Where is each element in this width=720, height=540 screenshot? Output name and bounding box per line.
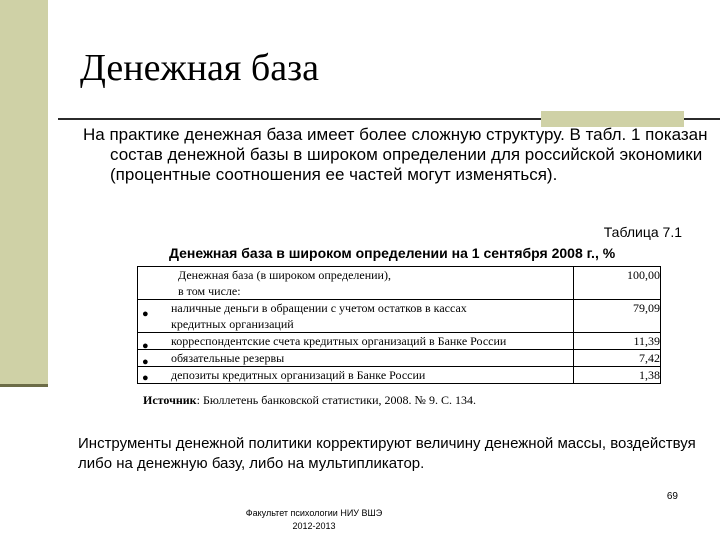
- table-row: [138, 300, 661, 333]
- row-value: 79,09: [633, 301, 660, 315]
- table-title: Денежная база в широком определении на 1 сентября 2008 г., %: [169, 245, 616, 261]
- table-row: [138, 267, 661, 300]
- table-cell-name: [138, 300, 574, 333]
- footer: [240, 507, 388, 533]
- row-value: 7,42: [639, 351, 660, 365]
- bullet-dot-icon: ●: [142, 340, 149, 352]
- footer-line2: 2012-2013: [292, 521, 336, 531]
- conclusion-paragraph: Инструменты денежной политики корректируют величину денежной массы, воздействуя либо на денежную базу, либо на мультипликатор.: [78, 435, 696, 472]
- table-row: [138, 333, 661, 350]
- table-cell-value: [574, 300, 661, 333]
- money-base-table: [137, 266, 661, 384]
- bullet-dot-icon: ●: [142, 372, 149, 384]
- table-cell-value: [574, 367, 661, 384]
- source-label: Источник: [143, 393, 197, 407]
- row-name-line2: в том числе:: [178, 284, 241, 298]
- table-cell-name: [138, 367, 574, 384]
- table-row: [138, 367, 661, 384]
- intro-paragraph: На практике денежная база имеет более сложную структуру. В табл. 1 показан состав денежной базы в широком определении для российской экономики (процентные соотношения ее частей могут изменяться).: [83, 125, 708, 184]
- row-name-line1: депозиты кредитных организаций в Банке России: [171, 368, 426, 382]
- table-cell-name: [138, 350, 574, 367]
- table-caption: Таблица 7.1: [603, 224, 682, 240]
- left-accent-bar-edge: [0, 384, 48, 387]
- row-name-line1: Денежная база (в широком определении),: [178, 268, 391, 282]
- table-source: [143, 393, 476, 408]
- bullet-dot-icon: ●: [142, 308, 149, 320]
- table-cell-value: [574, 350, 661, 367]
- table-cell-value: [574, 267, 661, 300]
- table-cell-name: [138, 333, 574, 350]
- row-value: 1,38: [639, 368, 660, 382]
- row-name-line1: наличные деньги в обращении с учетом остатков в кассах: [171, 301, 467, 315]
- row-name-line1: обязательные резервы: [171, 351, 285, 365]
- table-cell-value: [574, 333, 661, 350]
- table-row: [138, 350, 661, 367]
- footer-line1: Факультет психологии НИУ ВШЭ: [245, 508, 383, 518]
- row-name-line2: кредитных организаций: [171, 317, 294, 331]
- row-value: 11,39: [633, 334, 660, 348]
- left-accent-bar: [0, 0, 48, 384]
- row-name-line1: корреспондентские счета кредитных организаций в Банке России: [171, 334, 507, 348]
- source-text: : Бюллетень банковской статистики, 2008. № 9. С. 134.: [196, 393, 477, 407]
- row-value: 100,00: [627, 268, 660, 282]
- table-cell-name: [138, 267, 574, 300]
- bullet-dot-icon: ●: [142, 356, 149, 368]
- slide-title: Денежная база: [80, 47, 319, 89]
- page-number: 69: [666, 491, 678, 502]
